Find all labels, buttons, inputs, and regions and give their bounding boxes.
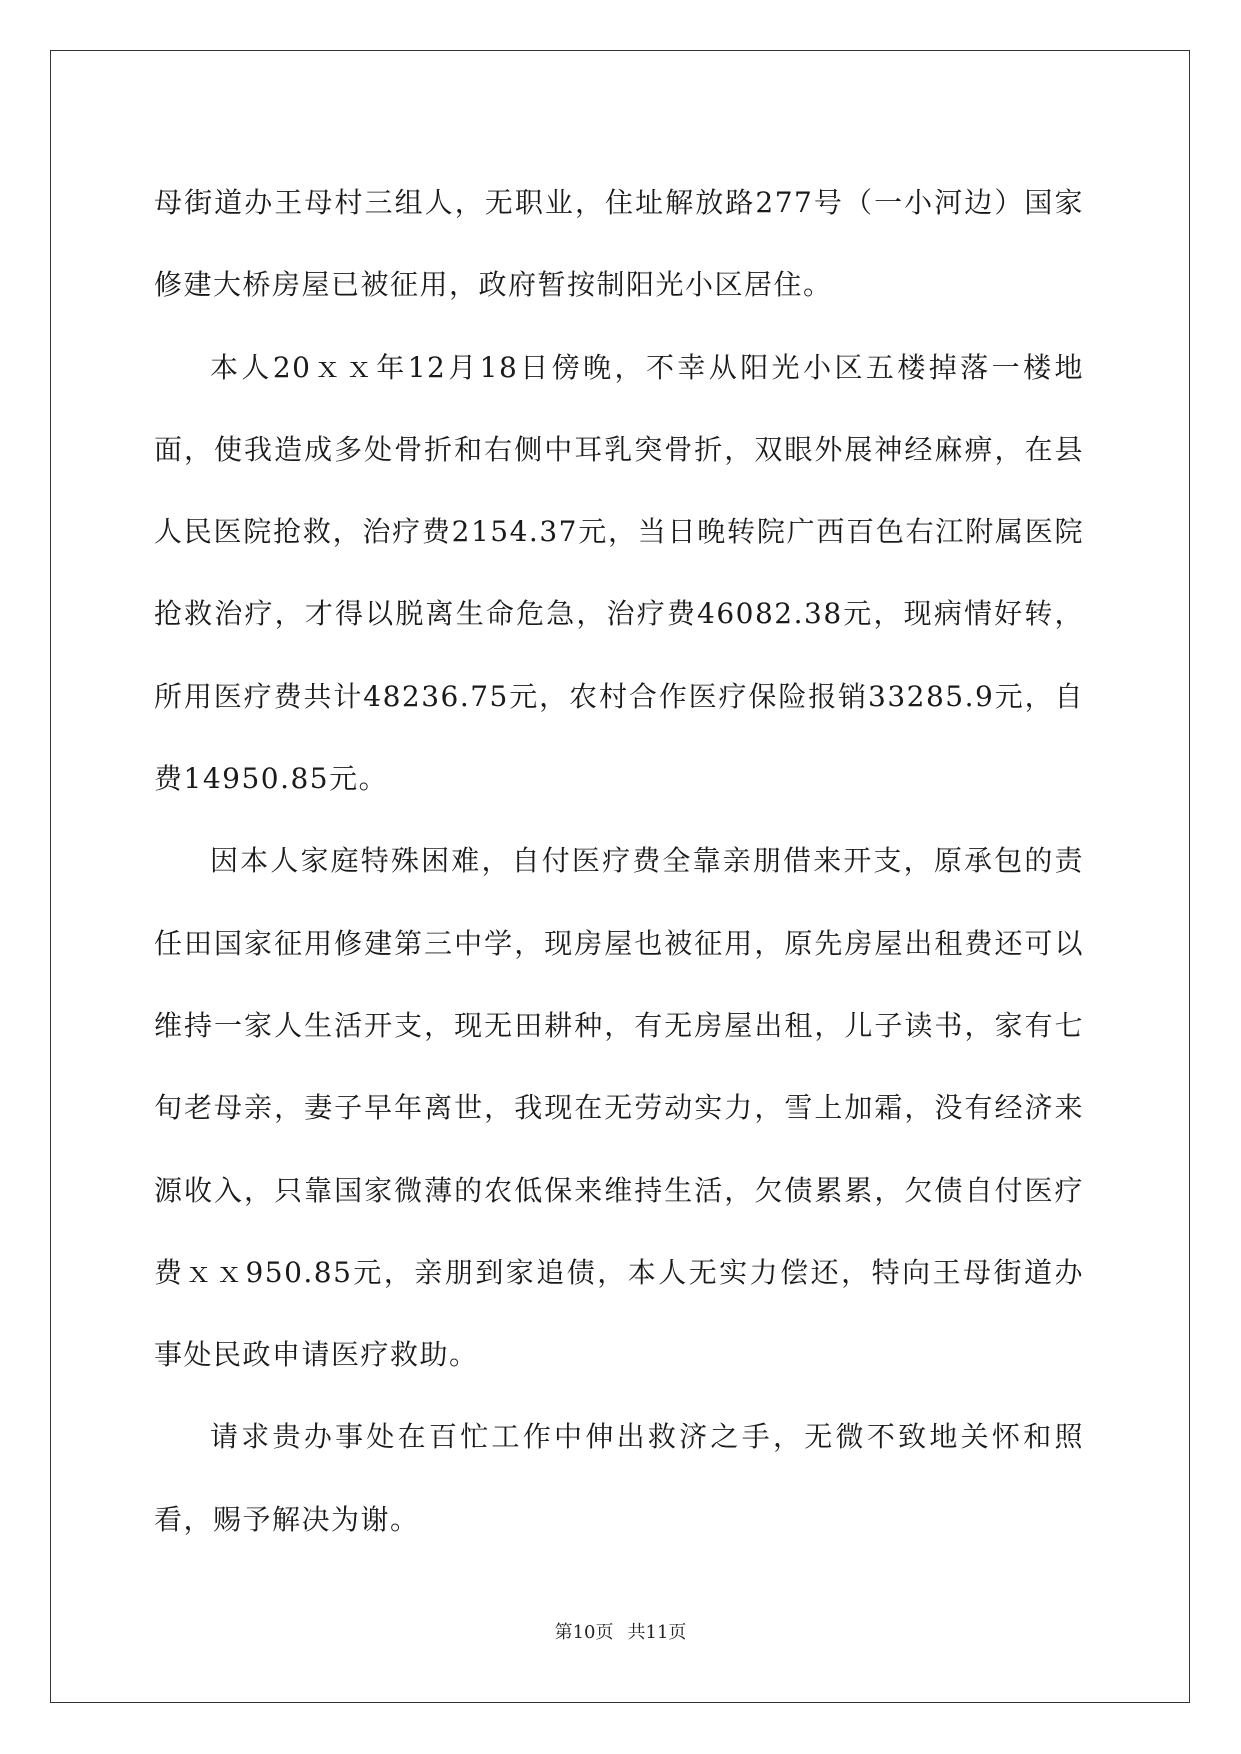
page-footer [0,1618,1241,1644]
paragraph-1: 母街道办王母村三组人，无职业，住址解放路277号（一小河边）国家修建大桥房屋已被征用，政府暂按制阳光小区居住。 [154,186,1084,302]
paragraph-2: 本人20ｘｘ年12月18日傍晚，不幸从阳光小区五楼掉落一楼地面，使我造成多处骨折和右侧中耳乳突骨折，双眼外展神经麻痹，在县人民医院抢救，治疗费2154.37元，当日晚转院广西百色右江附属医院抢救治疗，才得以脱离生命危急，治疗费46082.38元，现病情好转，所用医疗费共计48236.75元，农村合作医疗保险报销33285.9元，自费14950.85元。 [154,350,1084,796]
page-number: 第10页 [554,1622,614,1643]
page-total: 共11页 [627,1622,687,1643]
paragraph-3: 因本人家庭特殊困难，自付医疗费全靠亲朋借来开支，原承包的责任田国家征用修建第三中学，现房屋也被征用，原先房屋出租费还可以维持一家人生活开支，现无田耕种，有无房屋出租，儿子读书，家有七旬老母亲，妻子早年离世，我现在无劳动实力，雪上加霜，没有经济来源收入，只靠国家微薄的农低保来维持生活，欠债累累，欠债自付医疗费ｘｘ950.85元，亲朋到家追债，本人无实力偿还，特向王母街道办事处民政申请医疗救助。 [154,844,1084,1372]
document-body [154,162,1084,1561]
paragraph-4: 请求贵办事处在百忙工作中伸出救济之手，无微不致地关怀和照看，赐予解决为谢。 [154,1420,1084,1536]
